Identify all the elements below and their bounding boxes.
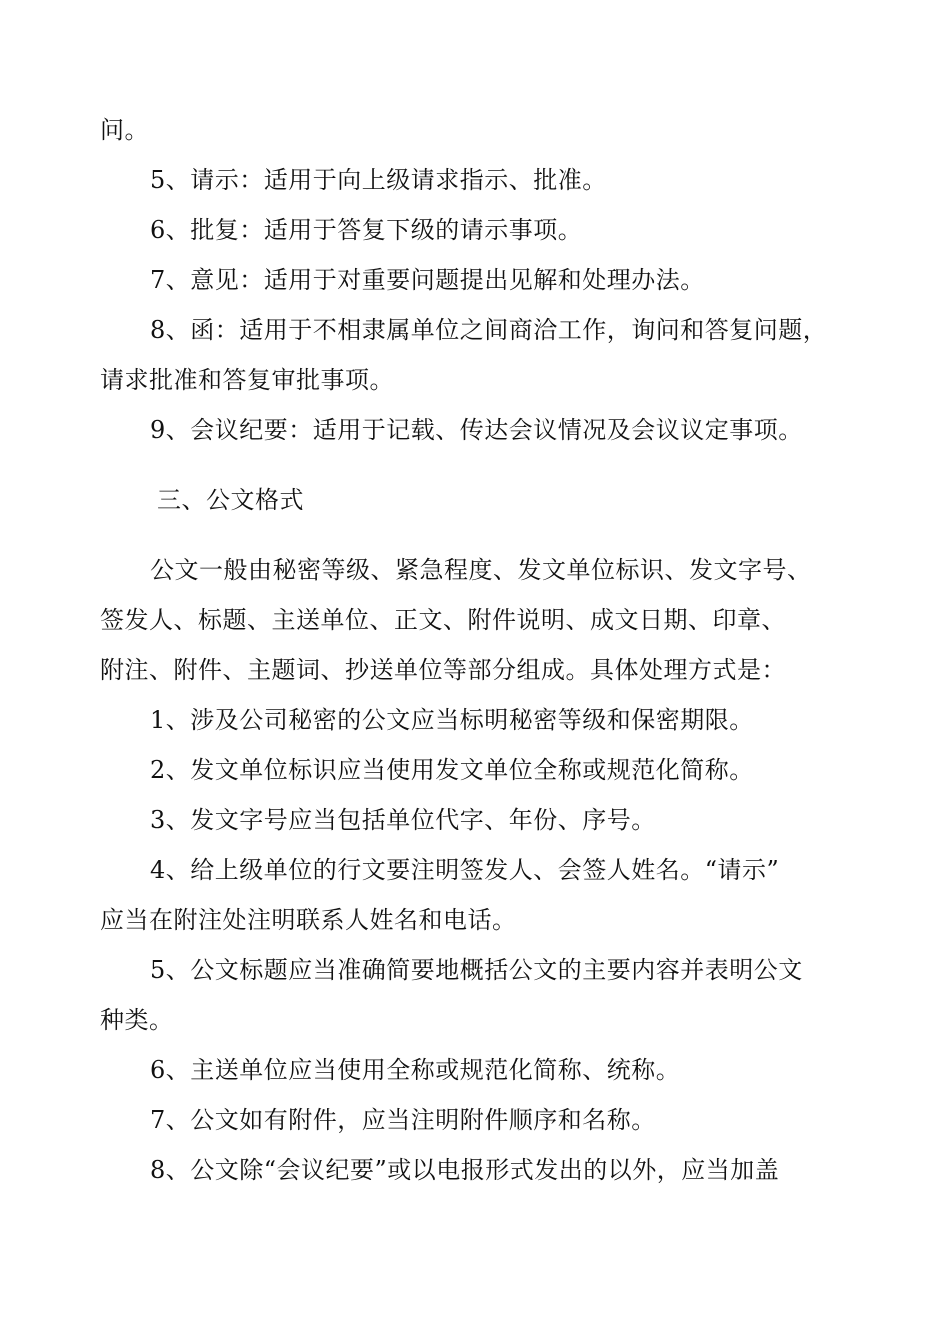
text-line: 2、发文单位标识应当使用发文单位全称或规范化简称。 <box>150 756 754 784</box>
text-line: 3、发文字号应当包括单位代字、年份、序号。 <box>150 806 656 834</box>
text-line: 问。 <box>100 116 149 144</box>
text-line: 种类。 <box>100 1006 174 1034</box>
text-line: 7、意见：适用于对重要问题提出见解和处理办法。 <box>150 266 705 294</box>
text-line: 公文一般由秘密等级、紧急程度、发文单位标识、发文字号、 <box>150 556 812 584</box>
text-line: 7、公文如有附件，应当注明附件顺序和名称。 <box>150 1106 656 1134</box>
text-line: 8、公文除“会议纪要”或以电报形式发出的以外，应当加盖 <box>150 1156 780 1184</box>
text-line: 6、主送单位应当使用全称或规范化简称、统称。 <box>150 1056 681 1084</box>
section-heading: 三、公文格式 <box>157 486 304 514</box>
text-line: 签发人、标题、主送单位、正文、附件说明、成文日期、印章、 <box>100 606 786 634</box>
text-line: 9、会议纪要：适用于记载、传达会议情况及会议议定事项。 <box>150 416 803 444</box>
text-line: 应当在附注处注明联系人姓名和电话。 <box>100 906 517 934</box>
text-line: 8、函：适用于不相隶属单位之间商洽工作，询问和答复问题， <box>150 316 828 344</box>
text-line: 请求批准和答复审批事项。 <box>100 366 394 394</box>
text-line: 6、批复：适用于答复下级的请示事项。 <box>150 216 583 244</box>
text-line: 附注、附件、主题词、抄送单位等部分组成。具体处理方式是： <box>100 656 786 684</box>
text-line: 5、公文标题应当准确简要地概括公文的主要内容并表明公文 <box>150 956 803 984</box>
text-line: 4、给上级单位的行文要注明签发人、会签人姓名。“请示” <box>150 856 780 884</box>
text-line: 1、涉及公司秘密的公文应当标明秘密等级和保密期限。 <box>150 706 754 734</box>
text-line: 5、请示：适用于向上级请求指示、批准。 <box>150 166 607 194</box>
